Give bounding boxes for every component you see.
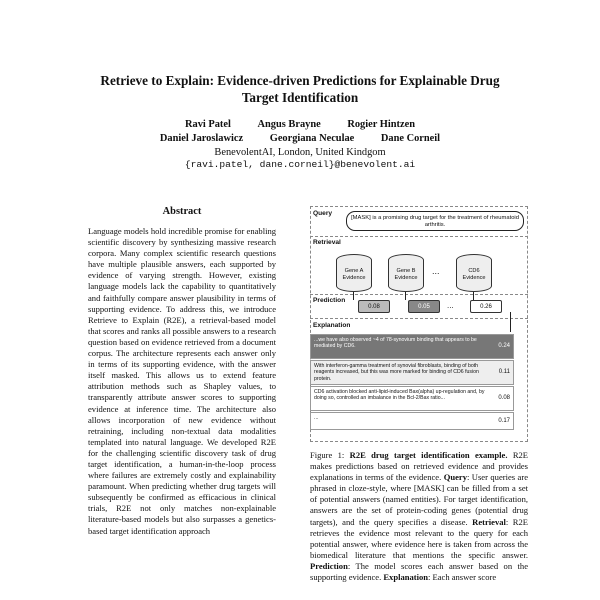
caption-text: : User queries are phrased in cloze-style, where [MASK] can be filled from a set of potential answers (named entities). For target identification, answers are the set of protein-coding genes (potential drug targets), and the query specifies a disease.: [310, 472, 528, 527]
prediction-score-gene-a: 0.08: [358, 300, 390, 313]
caption-retrieval: Retrieval: [472, 516, 506, 527]
retrieval-label: Retrieval: [313, 239, 341, 246]
caption-title: R2E drug target identification example.: [349, 450, 508, 460]
explanation-row: [310, 386, 514, 411]
caption-text: : Each answer score: [428, 572, 497, 583]
figure-1: [310, 206, 528, 442]
explanation-row: [310, 360, 514, 385]
arrow: [473, 292, 474, 300]
author: Georgiana Neculae: [269, 132, 355, 144]
title-line-2: Target Identification: [241, 90, 359, 105]
prediction-label: Prediction: [313, 297, 346, 304]
affiliation: BenevolentAI, London, United Kindgom: [214, 147, 386, 158]
author: Daniel Jaroslawicz: [159, 132, 244, 144]
author: Dane Corneil: [380, 132, 441, 144]
query-label: Query: [313, 210, 333, 217]
authors-line-1: [60, 118, 540, 132]
caption-query: Query: [443, 472, 467, 483]
author: Ravi Patel: [185, 119, 231, 130]
evidence-cylinder-gene-b: Gene B Evidence: [388, 254, 424, 292]
explanation-text: ...: [314, 415, 319, 421]
author: Rogier Hintzen: [347, 119, 415, 130]
divider: [310, 294, 528, 296]
evidence-cylinder-gene-a: Gene A Evidence: [336, 254, 372, 292]
query-box: [MASK] is a promising drug target for the treatment of rheumatoid arthritis.: [346, 211, 524, 231]
explanation-score: 0.17: [498, 418, 510, 424]
caption-label: Figure 1:: [310, 450, 345, 460]
figure-caption: [310, 450, 528, 600]
prediction-score-gene-b: 0.05: [408, 300, 440, 313]
title-line-1: Retrieve to Explain: Evidence-driven Predictions for Explainable Drug: [100, 73, 500, 88]
arrow: [353, 292, 354, 300]
divider: [310, 318, 528, 320]
authors-line-2: [60, 132, 540, 146]
explanation-score: 0.08: [498, 395, 510, 401]
caption-explanation: Explanation: [383, 572, 429, 583]
prediction-score-cd6: 0.26: [470, 300, 502, 313]
explanation-score: 0.11: [498, 369, 510, 375]
authors: [60, 118, 540, 145]
explanation-row: [310, 412, 514, 430]
abstract-text: Language models hold incredible promise for enabling scientific discovery by synthesizing massive research corpora. Many complex scientific research questions have multiple plausible answers, each supported by evidence of varying strength. However, existing language models lack the capability to quantitatively and faithfully compare answer plausibility in terms of supporting evidence. To address this, we introduce Retrieve to Explain (R2E), a retrieval-based model that scores and ranks all possible answers to a research question based on evidence retrieved from a document corpus. The architecture represents each answer only in terms of its supporting evidence, with the answer itself masked. This allows us to extend feature attribution methods such as Shapley values, to transparently attribute answer scores to supporting evidence at inference time. The architecture also allows incorporation of new evidence without retraining, including non-textual data modalities templated into natural language. We developed R2E for the challenging scientific discovery task of drug target identification, a human-in-the-loop process where failures are extremely costly and explainability paramount. When predicting whether drug targets will subsequently be confirmed as efficacious in clinical trials, R2E not only matches non-explainable literature-based models but also surpasses a genetics-based target identification approach: [88, 226, 276, 536]
author: Angus Brayne: [257, 119, 321, 130]
paper-title: [60, 72, 540, 106]
caption-text: : R2E retrieves the evidence most relevant to the query for each potential answer, where evidence here is taken from across the biomedical literature that mentions the specific answer.: [310, 516, 528, 560]
ellipsis: ...: [447, 301, 454, 310]
explanation-row: [310, 334, 514, 359]
abstract-body: [88, 226, 276, 600]
arrow: [405, 292, 406, 300]
divider: [310, 236, 528, 238]
email: {ravi.patel, dane.corneil}@benevolent.ai: [184, 159, 416, 170]
ellipsis: ...: [432, 266, 440, 276]
abstract-heading: Abstract: [162, 206, 202, 217]
explanation-label: Explanation: [313, 322, 351, 329]
explanation-text: CD6 activation blocked anti-lipid-induced Bax(alpha) up-regulation and, by doing so, controlled an imbalance in the Bcl-2/Bax ratio...: [314, 389, 485, 402]
caption-prediction: Prediction: [310, 560, 348, 571]
explanation-text: With interferon-gamma treatment of synovial fibroblasts, binding of both reagents increased, but this was more marked for binding of CD6 fusion protein.: [314, 363, 479, 382]
evidence-cylinder-cd6: CD6 Evidence: [456, 254, 492, 292]
caption-text: R2E makes predictions based on retrieved evidence and provides explanations in terms of the evidence.: [310, 450, 528, 483]
caption-text: : The model scores each answer based on the supporting evidence.: [310, 560, 528, 583]
explanation-score: 0.24: [498, 343, 510, 349]
explanation-text: ...we have also observed ~4 of 78-synovium binding that appears to be mediated by CD6.: [314, 337, 477, 350]
arrow: [510, 312, 511, 332]
